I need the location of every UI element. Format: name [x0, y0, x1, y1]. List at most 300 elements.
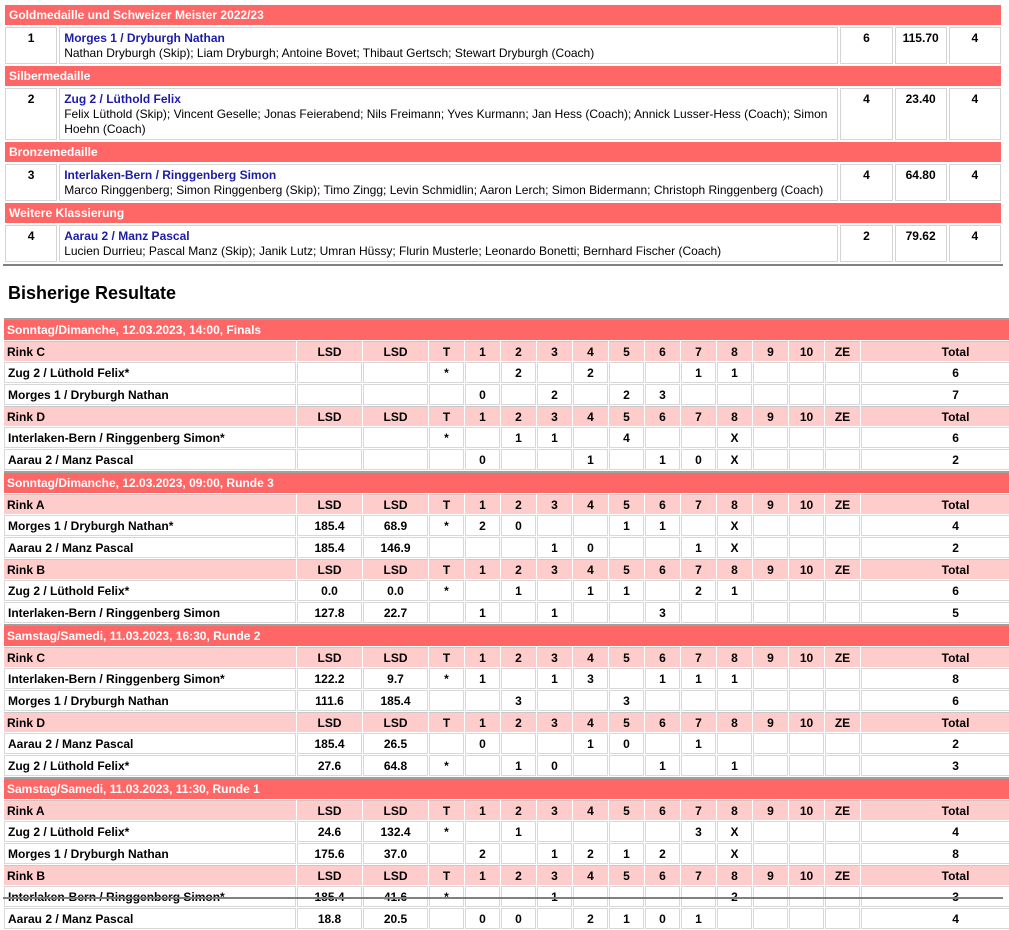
score-cell: [537, 908, 572, 929]
score-cell: *: [429, 515, 464, 536]
ranking-value: 4: [949, 88, 1001, 140]
score-cell: 185.4: [297, 515, 362, 536]
column-header: 10: [789, 800, 824, 820]
column-header: 6: [645, 647, 680, 667]
score-cell: [537, 362, 572, 383]
rink-label: Rink A: [4, 800, 296, 820]
score-cell: 1: [501, 821, 536, 842]
score-cell: 3: [501, 690, 536, 711]
medal-label: Silbermedaille: [5, 66, 1001, 86]
score-cell: [363, 449, 428, 470]
column-header: 3: [537, 341, 572, 361]
score-cell: 0: [537, 755, 572, 776]
score-cell: 0: [465, 908, 500, 929]
score-cell: [717, 602, 752, 623]
score-cell: [753, 602, 788, 623]
score-cell: 146.9: [363, 537, 428, 558]
ranking-row: [5, 27, 1001, 64]
column-header: 1: [465, 406, 500, 426]
column-header: 4: [573, 341, 608, 361]
column-header: 10: [789, 865, 824, 885]
score-cell: 185.4: [297, 733, 362, 754]
rink-label: Rink C: [4, 647, 296, 667]
score-cell: 20.5: [363, 908, 428, 929]
score-cell: [789, 515, 824, 536]
score-cell: [825, 908, 860, 929]
team-link[interactable]: Zug 2 / Lüthold Felix: [64, 92, 181, 106]
score-cell: 1: [681, 908, 716, 929]
score-cell: 4: [609, 427, 644, 448]
score-cell: [501, 602, 536, 623]
score-cell: [465, 821, 500, 842]
column-header: ZE: [825, 494, 860, 514]
score-cell: 1: [645, 449, 680, 470]
score-cell: [681, 384, 716, 405]
score-cell: 1: [717, 755, 752, 776]
column-header: 4: [573, 712, 608, 732]
column-header: 1: [465, 865, 500, 885]
ranking-value: 4: [840, 88, 892, 140]
column-header: 9: [753, 800, 788, 820]
ranking-value: 79.62: [895, 225, 947, 262]
score-cell: 2: [465, 843, 500, 864]
score-cell: [825, 755, 860, 776]
column-header: 3: [537, 800, 572, 820]
score-cell: 18.8: [297, 908, 362, 929]
score-cell: [753, 690, 788, 711]
score-cell: [789, 733, 824, 754]
team-name: Aarau 2 / Manz Pascal: [4, 449, 296, 470]
score-cell: X: [717, 821, 752, 842]
ranking-value: 115.70: [895, 27, 947, 64]
score-cell: [753, 908, 788, 929]
score-cell: 4: [861, 821, 1009, 842]
score-cell: [645, 427, 680, 448]
score-cell: *: [429, 427, 464, 448]
score-cell: 0: [465, 449, 500, 470]
column-header: 5: [609, 406, 644, 426]
score-cell: 2: [537, 384, 572, 405]
score-cell: 0: [645, 908, 680, 929]
score-cell: [429, 537, 464, 558]
team-result-row: [4, 843, 1009, 864]
score-cell: [825, 515, 860, 536]
score-cell: [537, 690, 572, 711]
column-header: 6: [645, 800, 680, 820]
score-cell: [429, 733, 464, 754]
score-cell: 2: [645, 843, 680, 864]
score-cell: 122.2: [297, 668, 362, 689]
score-cell: 1: [501, 427, 536, 448]
score-cell: 185.4: [297, 886, 362, 907]
team-link[interactable]: Morges 1 / Dryburgh Nathan: [64, 31, 225, 45]
rank-position: 3: [5, 164, 57, 201]
score-cell: [825, 427, 860, 448]
score-cell: 7: [861, 384, 1009, 405]
score-cell: [753, 821, 788, 842]
column-header: 1: [465, 712, 500, 732]
team-players: Marco Ringgenberg; Simon Ringgenberg (Skip); Timo Zingg; Levin Schmidlin; Aaron Lerch; Simon Bidermann; Christoph Ringgenberg (Coach): [64, 183, 824, 197]
team-name: Zug 2 / Lüthold Felix*: [4, 580, 296, 601]
column-header: ZE: [825, 865, 860, 885]
score-cell: 0: [609, 733, 644, 754]
team-name: Interlaken-Bern / Ringgenberg Simon: [4, 602, 296, 623]
score-cell: 0: [573, 537, 608, 558]
column-header: LSD: [297, 647, 362, 667]
score-cell: [825, 537, 860, 558]
column-header: 8: [717, 865, 752, 885]
rink-header-row: [4, 341, 1009, 361]
score-cell: [753, 580, 788, 601]
score-cell: 3: [645, 602, 680, 623]
column-header: 8: [717, 341, 752, 361]
score-cell: [789, 449, 824, 470]
score-cell: [501, 733, 536, 754]
ranking-value: 2: [840, 225, 892, 262]
score-cell: *: [429, 886, 464, 907]
ranking-value: 23.40: [895, 88, 947, 140]
rink-header-row: [4, 647, 1009, 667]
column-header: 8: [717, 800, 752, 820]
column-header: 3: [537, 406, 572, 426]
rank-position: 1: [5, 27, 57, 64]
score-cell: [753, 537, 788, 558]
score-cell: 111.6: [297, 690, 362, 711]
team-name: Zug 2 / Lüthold Felix*: [4, 821, 296, 842]
score-cell: 1: [537, 886, 572, 907]
score-cell: 27.6: [297, 755, 362, 776]
ranking-row: [5, 164, 1001, 201]
score-cell: *: [429, 821, 464, 842]
team-name: Zug 2 / Lüthold Felix*: [4, 362, 296, 383]
column-header: 7: [681, 494, 716, 514]
score-cell: [753, 515, 788, 536]
column-header: T: [429, 341, 464, 361]
score-cell: 1: [609, 908, 644, 929]
column-header: LSD: [297, 341, 362, 361]
column-header: LSD: [297, 406, 362, 426]
score-cell: X: [717, 449, 752, 470]
column-header: 6: [645, 559, 680, 579]
score-cell: [573, 755, 608, 776]
rank-position: 4: [5, 225, 57, 262]
column-header: 10: [789, 406, 824, 426]
score-cell: [573, 427, 608, 448]
score-cell: 0: [465, 384, 500, 405]
ranking-row: [5, 225, 1001, 262]
column-header: T: [429, 865, 464, 885]
column-header: 8: [717, 559, 752, 579]
score-cell: 2: [861, 733, 1009, 754]
score-cell: [789, 908, 824, 929]
score-cell: X: [717, 515, 752, 536]
rink-label: Rink A: [4, 494, 296, 514]
score-cell: [465, 362, 500, 383]
score-cell: *: [429, 755, 464, 776]
rink-label: Rink D: [4, 406, 296, 426]
column-header: 6: [645, 494, 680, 514]
column-header: 9: [753, 494, 788, 514]
score-cell: 2: [465, 515, 500, 536]
column-header: ZE: [825, 341, 860, 361]
score-cell: 1: [645, 515, 680, 536]
column-header: 10: [789, 494, 824, 514]
column-header: Total: [861, 494, 1009, 514]
score-cell: [825, 821, 860, 842]
score-cell: [753, 755, 788, 776]
column-header: Total: [861, 712, 1009, 732]
ranking-value: 4: [949, 225, 1001, 262]
score-cell: 0: [501, 908, 536, 929]
session-title: Sonntag/Dimanche, 12.03.2023, 09:00, Runde 3: [4, 471, 1009, 493]
score-cell: 1: [573, 580, 608, 601]
score-cell: 3: [645, 384, 680, 405]
score-cell: [753, 427, 788, 448]
score-cell: [363, 384, 428, 405]
score-cell: [645, 580, 680, 601]
column-header: 7: [681, 800, 716, 820]
results-table: [3, 317, 1009, 930]
score-cell: [537, 580, 572, 601]
team-result-row: [4, 515, 1009, 536]
score-cell: [501, 384, 536, 405]
column-header: ZE: [825, 647, 860, 667]
score-cell: 2: [861, 537, 1009, 558]
column-header: 5: [609, 559, 644, 579]
rink-label: Rink C: [4, 341, 296, 361]
score-cell: [501, 843, 536, 864]
column-header: 3: [537, 712, 572, 732]
score-cell: 22.7: [363, 602, 428, 623]
score-cell: 0: [681, 449, 716, 470]
score-cell: [789, 755, 824, 776]
column-header: 9: [753, 406, 788, 426]
score-cell: [429, 908, 464, 929]
session-title: Sonntag/Dimanche, 12.03.2023, 14:00, Finals: [4, 318, 1009, 340]
column-header: Total: [861, 341, 1009, 361]
score-cell: [825, 733, 860, 754]
score-cell: 1: [717, 668, 752, 689]
score-cell: 1: [501, 580, 536, 601]
score-cell: 185.4: [363, 690, 428, 711]
column-header: ZE: [825, 406, 860, 426]
score-cell: [825, 362, 860, 383]
score-cell: [609, 668, 644, 689]
rink-header-row: [4, 494, 1009, 514]
score-cell: [825, 384, 860, 405]
score-cell: [717, 384, 752, 405]
column-header: 6: [645, 341, 680, 361]
score-cell: [825, 843, 860, 864]
column-header: 10: [789, 712, 824, 732]
score-cell: [789, 427, 824, 448]
score-cell: [429, 843, 464, 864]
score-cell: 185.4: [297, 537, 362, 558]
column-header: 5: [609, 341, 644, 361]
score-cell: [789, 580, 824, 601]
column-header: T: [429, 647, 464, 667]
score-cell: 1: [717, 580, 752, 601]
score-cell: [825, 690, 860, 711]
score-cell: [645, 690, 680, 711]
score-cell: 1: [609, 515, 644, 536]
column-header: ZE: [825, 559, 860, 579]
score-cell: 6: [861, 690, 1009, 711]
score-cell: [573, 821, 608, 842]
team-players: Lucien Durrieu; Pascal Manz (Skip); Janik Lutz; Umran Hüssy; Flurin Musterle; Leonardo Bonetti; Bernhard Fischer (Coach): [64, 244, 722, 258]
score-cell: 175.6: [297, 843, 362, 864]
score-cell: 9.7: [363, 668, 428, 689]
column-header: T: [429, 494, 464, 514]
score-cell: [465, 427, 500, 448]
team-name: Morges 1 / Dryburgh Nathan*: [4, 515, 296, 536]
session-title: Samstag/Samedi, 11.03.2023, 11:30, Runde 1: [4, 777, 1009, 799]
score-cell: [717, 908, 752, 929]
score-cell: 2: [681, 580, 716, 601]
score-cell: [465, 537, 500, 558]
divider: [3, 264, 1003, 266]
team-result-row: [4, 362, 1009, 383]
column-header: 7: [681, 341, 716, 361]
rink-label: Rink D: [4, 712, 296, 732]
score-cell: 1: [465, 668, 500, 689]
team-link[interactable]: Aarau 2 / Manz Pascal: [64, 229, 190, 243]
rink-header-row: [4, 712, 1009, 732]
column-header: 8: [717, 647, 752, 667]
column-header: LSD: [297, 559, 362, 579]
score-cell: *: [429, 580, 464, 601]
score-cell: *: [429, 668, 464, 689]
column-header: LSD: [363, 865, 428, 885]
score-cell: 0: [465, 733, 500, 754]
column-header: 9: [753, 647, 788, 667]
column-header: 5: [609, 712, 644, 732]
medal-header-row: [5, 203, 1001, 223]
score-cell: 0.0: [363, 580, 428, 601]
score-cell: 6: [861, 362, 1009, 383]
score-cell: 6: [861, 580, 1009, 601]
score-cell: [753, 362, 788, 383]
score-cell: [753, 733, 788, 754]
score-cell: [609, 821, 644, 842]
team-players: Nathan Dryburgh (Skip); Liam Dryburgh; Antoine Bovet; Thibaut Gertsch; Stewart Dryburgh (Coach): [64, 46, 595, 60]
column-header: 7: [681, 865, 716, 885]
score-cell: [609, 449, 644, 470]
score-cell: [537, 733, 572, 754]
score-cell: X: [717, 427, 752, 448]
column-header: 4: [573, 559, 608, 579]
score-cell: 1: [717, 362, 752, 383]
score-cell: [465, 755, 500, 776]
column-header: 4: [573, 800, 608, 820]
score-cell: [573, 690, 608, 711]
score-cell: [681, 515, 716, 536]
column-header: 4: [573, 494, 608, 514]
team-result-row: [4, 449, 1009, 470]
column-header: 6: [645, 406, 680, 426]
score-cell: 132.4: [363, 821, 428, 842]
divider: [3, 897, 1003, 899]
score-cell: 1: [501, 755, 536, 776]
column-header: 1: [465, 559, 500, 579]
score-cell: 0.0: [297, 580, 362, 601]
team-result-row: [4, 908, 1009, 929]
score-cell: 26.5: [363, 733, 428, 754]
score-cell: 1: [537, 843, 572, 864]
score-cell: X: [717, 537, 752, 558]
score-cell: [609, 362, 644, 383]
score-cell: 68.9: [363, 515, 428, 536]
score-cell: [753, 449, 788, 470]
team-name: Morges 1 / Dryburgh Nathan: [4, 843, 296, 864]
score-cell: [825, 580, 860, 601]
score-cell: [717, 733, 752, 754]
score-cell: 3: [861, 886, 1009, 907]
score-cell: [681, 602, 716, 623]
session-title: Samstag/Samedi, 11.03.2023, 16:30, Runde 2: [4, 624, 1009, 646]
score-cell: [681, 690, 716, 711]
score-cell: 2: [609, 384, 644, 405]
column-header: LSD: [297, 800, 362, 820]
rink-header-row: [4, 800, 1009, 820]
column-header: LSD: [363, 712, 428, 732]
score-cell: 41.6: [363, 886, 428, 907]
score-cell: [789, 843, 824, 864]
team-result-row: [4, 602, 1009, 623]
column-header: 2: [501, 559, 536, 579]
column-header: 5: [609, 800, 644, 820]
medal-header-row: [5, 5, 1001, 25]
column-header: 9: [753, 712, 788, 732]
session-header-row: [4, 777, 1009, 799]
score-cell: 5: [861, 602, 1009, 623]
score-cell: 8: [861, 668, 1009, 689]
column-header: 3: [537, 494, 572, 514]
session-header-row: [4, 471, 1009, 493]
score-cell: 1: [465, 602, 500, 623]
column-header: LSD: [297, 712, 362, 732]
team-link[interactable]: Interlaken-Bern / Ringgenberg Simon: [64, 168, 277, 182]
score-cell: 1: [645, 755, 680, 776]
score-cell: [501, 449, 536, 470]
column-header: 2: [501, 865, 536, 885]
column-header: 7: [681, 559, 716, 579]
rink-header-row: [4, 559, 1009, 579]
column-header: 10: [789, 559, 824, 579]
score-cell: [537, 515, 572, 536]
column-header: 6: [645, 865, 680, 885]
column-header: Total: [861, 800, 1009, 820]
score-cell: [573, 515, 608, 536]
column-header: 2: [501, 800, 536, 820]
score-cell: [789, 362, 824, 383]
score-cell: 2: [573, 362, 608, 383]
score-cell: [573, 384, 608, 405]
rink-header-row: [4, 406, 1009, 426]
column-header: LSD: [363, 559, 428, 579]
rink-label: Rink B: [4, 865, 296, 885]
column-header: LSD: [363, 800, 428, 820]
team-result-row: [4, 580, 1009, 601]
team-result-row: [4, 537, 1009, 558]
score-cell: [609, 602, 644, 623]
column-header: 3: [537, 647, 572, 667]
score-cell: [429, 384, 464, 405]
score-cell: 2: [573, 843, 608, 864]
column-header: 2: [501, 341, 536, 361]
column-header: 4: [573, 647, 608, 667]
column-header: LSD: [363, 341, 428, 361]
